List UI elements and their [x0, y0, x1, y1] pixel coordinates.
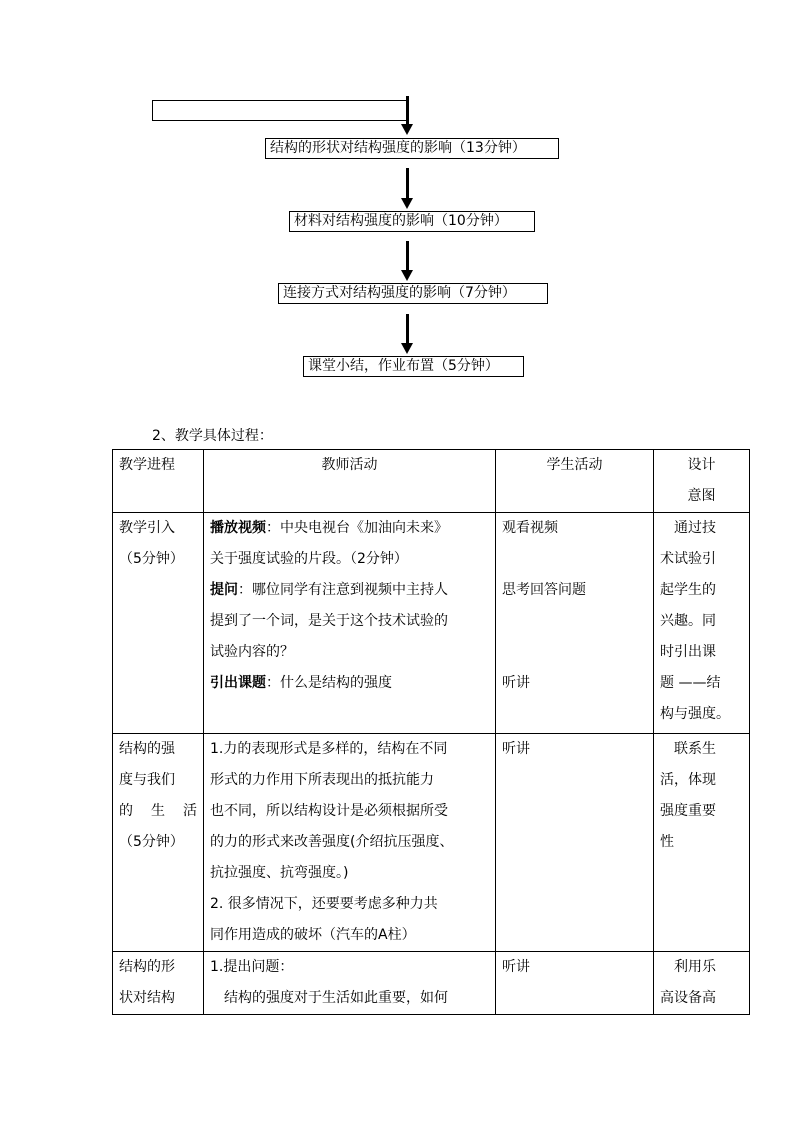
row2-student: 听讲 — [496, 734, 654, 952]
table-row — [113, 952, 750, 1015]
row3-student: 听讲 — [496, 952, 654, 1015]
flow-arrow-1-head — [401, 124, 413, 135]
flowchart-step-4: 课堂小结，作业布置（5分钟） — [303, 356, 524, 377]
row1-design: 通过技 术试验引 起学生的 兴趣。同 时引出课 题 ——结 构与强度。 — [654, 513, 750, 734]
section-heading: 2、教学具体过程： — [152, 428, 273, 444]
flow-arrow-1-shaft — [406, 96, 409, 126]
header-design: 设计 意图 — [654, 450, 750, 513]
header-teacher: 教师活动 — [204, 450, 496, 513]
flowchart-step-3: 连接方式对结构强度的影响（7分钟） — [278, 283, 548, 304]
flow-arrow-3-shaft — [406, 241, 409, 272]
row3-design: 利用乐 高设备高 — [654, 952, 750, 1015]
table-row — [113, 513, 750, 734]
flow-arrow-2-shaft — [406, 168, 409, 199]
flowchart-step-2: 材料对结构强度的影响（10分钟） — [289, 211, 535, 232]
row3-teacher: 1.提出问题： 结构的强度对于生活如此重要，如何 — [204, 952, 496, 1015]
table-row — [113, 734, 750, 952]
row2-progress: 结构的强 度与我们 的 生 活 （5分钟） — [113, 734, 204, 952]
row2-design: 联系生 活，体现 强度重要 性 — [654, 734, 750, 952]
table-header-row — [113, 450, 750, 513]
flow-arrow-4-head — [401, 343, 413, 354]
teaching-process-table — [112, 449, 750, 1015]
flow-arrow-2-head — [401, 198, 413, 209]
flow-arrow-4-shaft — [406, 314, 409, 345]
row2-teacher: 1.力的表现形式是多样的，结构在不同 形式的力作用下所表现出的抵抗能力 也不同，所以结构设计是必须根据所受 的力的形式来改善强度(介绍抗压强度、 抗拉强度、抗弯强度。) 2. 很多情况下，还要要考虑多种力共 同作用造成的破坏（汽车的A柱） — [204, 734, 496, 952]
flowchart-step-0 — [152, 100, 407, 121]
header-progress: 教学进程 — [113, 450, 204, 513]
header-student: 学生活动 — [496, 450, 654, 513]
row3-progress: 结构的形 状对结构 — [113, 952, 204, 1015]
flowchart-step-1: 结构的形状对结构强度的影响（13分钟） — [265, 138, 559, 159]
flow-arrow-3-head — [401, 270, 413, 281]
row1-progress: 教学引入 （5分钟） — [113, 513, 204, 734]
row1-teacher: 播放视频：中央电视台《加油向未来》 关于强度试验的片段。（2分钟） 提问：哪位同学有注意到视频中主持人 提到了一个词，是关于这个技术试验的 试验内容的？ 引出课题：什么是结构的强度 — [204, 513, 496, 734]
row1-student: 观看视频 思考回答问题 听讲 — [496, 513, 654, 734]
